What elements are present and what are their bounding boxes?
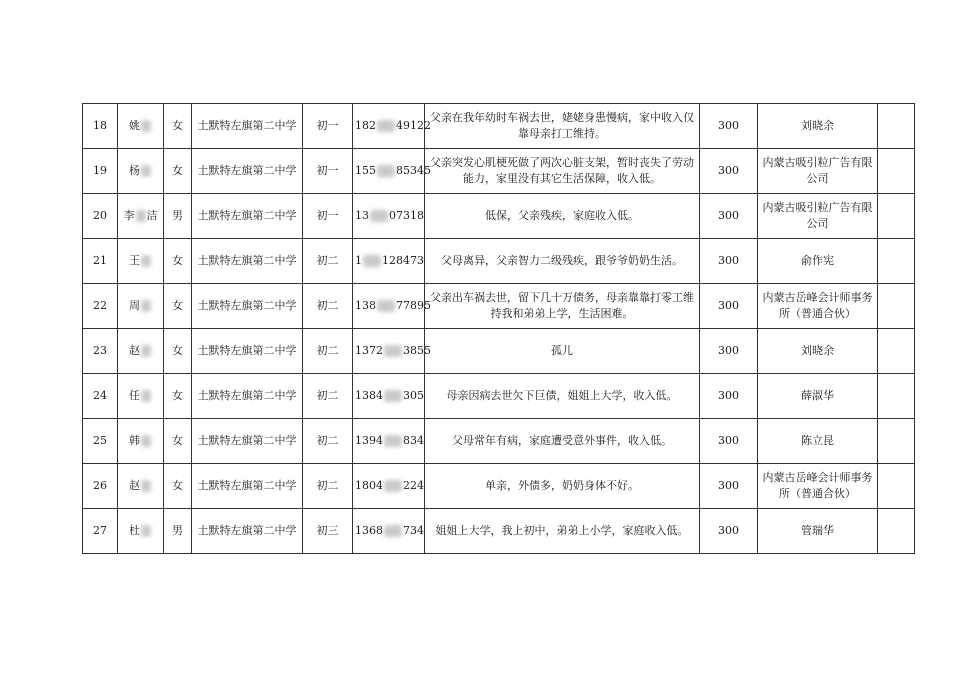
redaction-blur (377, 120, 395, 132)
aid-amount: 300 (700, 374, 758, 419)
school: 土默特左旗第二中学 (192, 329, 303, 374)
sponsor: 刘晓余 (758, 104, 878, 149)
gender: 女 (164, 284, 192, 329)
school: 土默特左旗第二中学 (192, 239, 303, 284)
redaction-blur (136, 210, 146, 222)
student-name: 周 (118, 284, 164, 329)
redaction-blur (141, 435, 151, 447)
student-name: 赵 (118, 464, 164, 509)
phone-number: 182 49122 (353, 104, 425, 149)
student-name: 李 洁 (118, 194, 164, 239)
family-situation: 孤儿 (425, 329, 700, 374)
family-situation: 父亲在我年幼时车祸去世，姥姥身患慢病，家中收入仅靠母亲打工维持。 (425, 104, 700, 149)
empty-cell (878, 374, 915, 419)
aid-amount: 300 (700, 239, 758, 284)
student-name: 杜 (118, 509, 164, 554)
grade: 初二 (303, 374, 353, 419)
family-situation: 父亲出车祸去世，留下几十万债务，母亲靠靠打零工维持我和弟弟上学，生活困难。 (425, 284, 700, 329)
aid-amount: 300 (700, 104, 758, 149)
sponsor: 内蒙古吸引粒广告有限公司 (758, 149, 878, 194)
aid-amount: 300 (700, 284, 758, 329)
student-name: 韩 (118, 419, 164, 464)
school: 土默特左旗第二中学 (192, 104, 303, 149)
grade: 初二 (303, 284, 353, 329)
redaction-blur (384, 480, 402, 492)
sponsor: 俞作宪 (758, 239, 878, 284)
school: 土默特左旗第二中学 (192, 149, 303, 194)
redaction-blur (141, 390, 151, 402)
student-aid-table (82, 103, 915, 554)
redaction-blur (384, 435, 402, 447)
family-situation: 母亲因病去世欠下巨债，姐姐上大学，收入低。 (425, 374, 700, 419)
row-number: 23 (83, 329, 118, 374)
row-number: 22 (83, 284, 118, 329)
sponsor: 薛淑华 (758, 374, 878, 419)
gender: 女 (164, 419, 192, 464)
aid-amount: 300 (700, 194, 758, 239)
empty-cell (878, 149, 915, 194)
table-row (83, 284, 915, 329)
school: 土默特左旗第二中学 (192, 284, 303, 329)
gender: 女 (164, 104, 192, 149)
gender: 女 (164, 239, 192, 284)
redaction-blur (384, 390, 402, 402)
sponsor: 内蒙古岳峰会计师事务所（普通合伙） (758, 284, 878, 329)
empty-cell (878, 194, 915, 239)
phone-number: 1368 734 (353, 509, 425, 554)
table-row (83, 194, 915, 239)
grade: 初二 (303, 464, 353, 509)
redaction-blur (141, 165, 151, 177)
grade: 初二 (303, 419, 353, 464)
phone-number: 1384 305 (353, 374, 425, 419)
gender: 女 (164, 464, 192, 509)
redaction-blur (141, 345, 151, 357)
row-number: 25 (83, 419, 118, 464)
table-row (83, 374, 915, 419)
gender: 女 (164, 374, 192, 419)
aid-amount: 300 (700, 149, 758, 194)
row-number: 18 (83, 104, 118, 149)
phone-number: 155 85345 (353, 149, 425, 194)
row-number: 27 (83, 509, 118, 554)
sponsor: 内蒙古岳峰会计师事务所（普通合伙） (758, 464, 878, 509)
table-row (83, 329, 915, 374)
table-body (83, 104, 915, 554)
empty-cell (878, 509, 915, 554)
phone-number: 1372 3855 (353, 329, 425, 374)
school: 土默特左旗第二中学 (192, 194, 303, 239)
row-number: 24 (83, 374, 118, 419)
empty-cell (878, 239, 915, 284)
phone-number: 138 77895 (353, 284, 425, 329)
family-situation: 父母离异，父亲智力二级残疾，跟爷爷奶奶生活。 (425, 239, 700, 284)
table-row (83, 149, 915, 194)
family-situation: 父母常年有病，家庭遭受意外事件，收入低。 (425, 419, 700, 464)
gender: 女 (164, 149, 192, 194)
school: 土默特左旗第二中学 (192, 419, 303, 464)
phone-number: 1394 834 (353, 419, 425, 464)
sponsor: 陈立昆 (758, 419, 878, 464)
redaction-blur (141, 525, 151, 537)
table-row (83, 464, 915, 509)
school: 土默特左旗第二中学 (192, 464, 303, 509)
redaction-blur (384, 345, 402, 357)
school: 土默特左旗第二中学 (192, 374, 303, 419)
phone-number: 1804 224 (353, 464, 425, 509)
student-name: 任 (118, 374, 164, 419)
grade: 初三 (303, 509, 353, 554)
grade: 初一 (303, 104, 353, 149)
table-row (83, 509, 915, 554)
redaction-blur (141, 480, 151, 492)
sponsor: 刘晓余 (758, 329, 878, 374)
redaction-blur (384, 525, 402, 537)
empty-cell (878, 419, 915, 464)
redaction-blur (141, 255, 151, 267)
aid-amount: 300 (700, 329, 758, 374)
table-row (83, 104, 915, 149)
family-situation: 低保，父亲残疾，家庭收入低。 (425, 194, 700, 239)
school: 土默特左旗第二中学 (192, 509, 303, 554)
student-name: 王 (118, 239, 164, 284)
student-name: 杨 (118, 149, 164, 194)
student-name: 赵 (118, 329, 164, 374)
redaction-blur (377, 300, 395, 312)
gender: 男 (164, 509, 192, 554)
grade: 初一 (303, 149, 353, 194)
row-number: 19 (83, 149, 118, 194)
sponsor: 内蒙古吸引粒广告有限公司 (758, 194, 878, 239)
redaction-blur (370, 210, 388, 222)
gender: 女 (164, 329, 192, 374)
redaction-blur (141, 120, 151, 132)
grade: 初二 (303, 239, 353, 284)
aid-amount: 300 (700, 464, 758, 509)
redaction-blur (377, 165, 395, 177)
sponsor: 管瑞华 (758, 509, 878, 554)
family-situation: 单亲，外债多，奶奶身体不好。 (425, 464, 700, 509)
aid-amount: 300 (700, 419, 758, 464)
redaction-blur (363, 255, 381, 267)
table-row (83, 239, 915, 284)
row-number: 26 (83, 464, 118, 509)
table-row (83, 419, 915, 464)
phone-number: 13 07318 (353, 194, 425, 239)
grade: 初二 (303, 329, 353, 374)
family-situation: 姐姐上大学，我上初中，弟弟上小学，家庭收入低。 (425, 509, 700, 554)
empty-cell (878, 464, 915, 509)
empty-cell (878, 284, 915, 329)
gender: 男 (164, 194, 192, 239)
grade: 初一 (303, 194, 353, 239)
family-situation: 父亲突发心肌梗死做了两次心脏支架，暂时丧失了劳动能力，家里没有其它生活保障，收入低。 (425, 149, 700, 194)
phone-number: 1 128473 (353, 239, 425, 284)
empty-cell (878, 104, 915, 149)
row-number: 21 (83, 239, 118, 284)
empty-cell (878, 329, 915, 374)
redaction-blur (141, 300, 151, 312)
aid-amount: 300 (700, 509, 758, 554)
student-name: 姚 (118, 104, 164, 149)
row-number: 20 (83, 194, 118, 239)
